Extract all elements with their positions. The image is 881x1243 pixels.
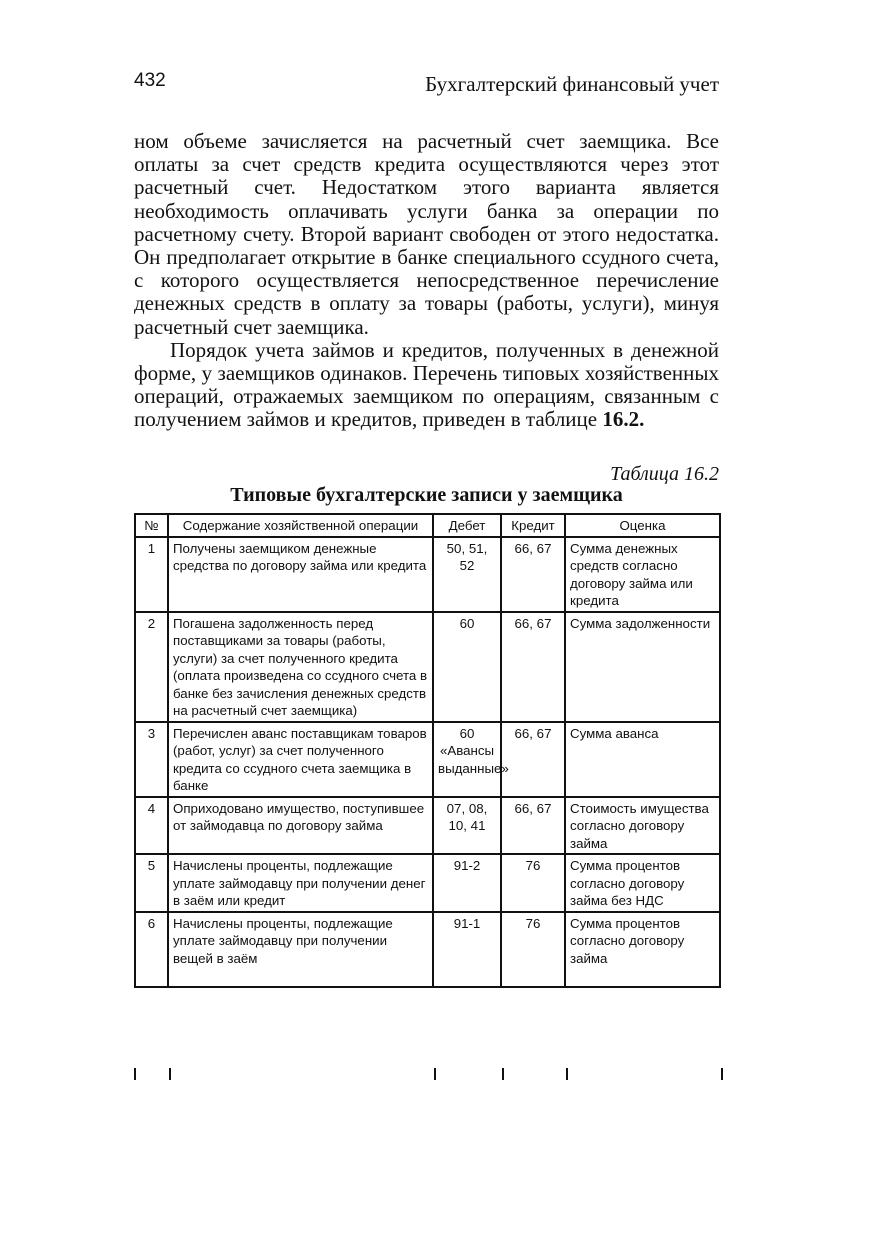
row-content: Начислены проценты, подлежащие уплате займодавцу при получении денег в заём или кредит (168, 854, 433, 912)
column-header-content: Содержание хозяйственной операции (168, 514, 433, 537)
table-row (135, 912, 720, 987)
row-num: 2 (135, 612, 168, 722)
table-row (135, 797, 720, 855)
column-rule (169, 1068, 171, 1080)
paragraph-2 (134, 339, 719, 432)
column-rule (502, 1068, 504, 1080)
body-text (134, 130, 719, 432)
row-credit: 76 (501, 854, 565, 912)
row-content: Начислены проценты, подлежащие уплате займодавцу при получении вещей в заём (168, 912, 433, 987)
row-valuation: Сумма денежных средств согласно договору займа или кредита (565, 537, 720, 612)
paragraph-2-text: Порядок учета займов и кредитов, полученных в денежной форме, у заемщиков одинаков. Перечень типовых хозяйственных операций, отражаемых заемщиком по операциям, связанным с получением займов и кредитов, приведен в таблице (134, 337, 719, 432)
table-row (135, 612, 720, 722)
row-num: 4 (135, 797, 168, 855)
row-content: Погашена задолженность перед поставщиками за товары (работы, услуги) за счет полученного кредита (оплата произведена со ссудного счета в банке без зачисления денежных средств на расчетный счет заемщика) (168, 612, 433, 722)
row-content: Оприходовано имущество, поступившее от займодавца по договору займа (168, 797, 433, 855)
row-valuation: Сумма аванса (565, 722, 720, 797)
row-credit: 76 (501, 912, 565, 987)
row-debit: 91-2 (433, 854, 501, 912)
row-num: 3 (135, 722, 168, 797)
row-credit: 66, 67 (501, 612, 565, 722)
row-content: Перечислен аванс поставщикам товаров (работ, услуг) за счет полученного кредита со ссудного счета заемщика в банке (168, 722, 433, 797)
row-debit: 50, 51, 52 (433, 537, 501, 612)
row-debit: 07, 08, 10, 41 (433, 797, 501, 855)
column-header-debit: Дебет (433, 514, 501, 537)
row-valuation: Сумма процентов согласно договору займа без НДС (565, 854, 720, 912)
entries-table (134, 513, 721, 988)
row-valuation: Сумма задолженности (565, 612, 720, 722)
row-debit: 91-1 (433, 912, 501, 987)
row-num: 6 (135, 912, 168, 987)
row-credit: 66, 67 (501, 537, 565, 612)
column-rule (566, 1068, 568, 1080)
table-row (135, 537, 720, 612)
page-header (134, 70, 719, 106)
row-content: Получены заемщиком денежные средства по договору займа или кредита (168, 537, 433, 612)
table-header-row (135, 514, 720, 537)
page-number: 432 (134, 70, 166, 91)
table-title: Типовые бухгалтерские записи у заемщика (230, 484, 623, 506)
running-title: Бухгалтерский финансовый учет (425, 72, 719, 96)
row-valuation: Сумма процентов согласно договору займа (565, 912, 720, 987)
row-num: 5 (135, 854, 168, 912)
row-num: 1 (135, 537, 168, 612)
column-header-valuation: Оценка (565, 514, 720, 537)
table-row (135, 854, 720, 912)
row-credit: 66, 67 (501, 797, 565, 855)
row-credit: 66, 67 (501, 722, 565, 797)
column-header-num: № (135, 514, 168, 537)
column-header-credit: Кредит (501, 514, 565, 537)
table-continuation (134, 1068, 723, 1080)
row-debit: 60 «Авансы выданные» (433, 722, 501, 797)
column-rule (434, 1068, 436, 1080)
paragraph-1: ном объеме зачисляется на расчетный счет заемщика. Все оплаты за счет средств кредита осуществляются через этот расчетный счет. Недостатком этого варианта является необходимость оплачивать услуги банка за операции по расчетному счету. Второй вариант свободен от этого недостатка. Он предполагает открытие в банке специального ссудного счета, с которого осуществляется непосредственное перечисление денежных средств в оплату за товары (работы, услуги), минуя расчетный счет заемщика. (134, 129, 719, 339)
table-caption: Таблица 16.2 (610, 463, 719, 485)
row-debit: 60 (433, 612, 501, 722)
table-row (135, 722, 720, 797)
row-valuation: Стоимость имущества согласно договору займа (565, 797, 720, 855)
table-reference: 16.2. (602, 407, 645, 432)
